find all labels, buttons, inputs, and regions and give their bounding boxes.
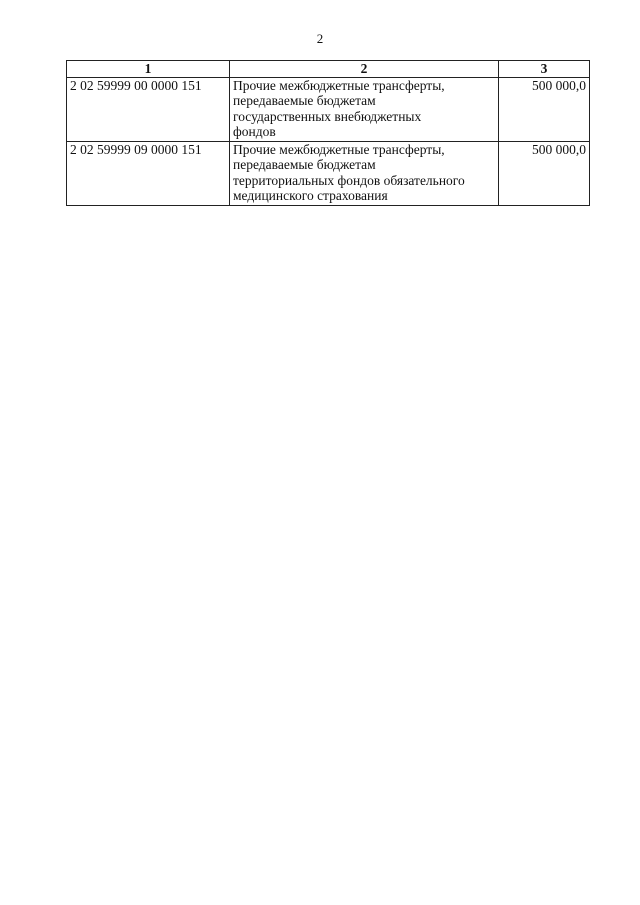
budget-code-cell: 2 02 59999 09 0000 151 [67,141,230,205]
column-header-2: 2 [230,61,499,78]
column-header-1: 1 [67,61,230,78]
budget-table [66,60,590,206]
page-number: 2 [316,31,324,46]
description-line: передаваемые бюджетам [233,157,376,172]
description-line: фондов [233,124,276,139]
description-cell [230,141,499,205]
table-row [67,77,590,141]
description-cell [230,77,499,141]
budget-code-cell: 2 02 59999 00 0000 151 [67,77,230,141]
table-row [67,141,590,205]
description-line: медицинского страхования [233,188,388,203]
description-line: передаваемые бюджетам [233,93,376,108]
amount-cell: 500 000,0 [499,141,590,205]
description-line: государственных внебюджетных [233,108,422,124]
amount-cell: 500 000,0 [499,77,590,141]
column-header-3: 3 [499,61,590,78]
description-line: территориальных фондов обязательного [233,172,465,188]
description-line: Прочие межбюджетные трансферты, [233,77,445,93]
table-header-row [67,61,590,78]
description-line: Прочие межбюджетные трансферты, [233,141,445,157]
